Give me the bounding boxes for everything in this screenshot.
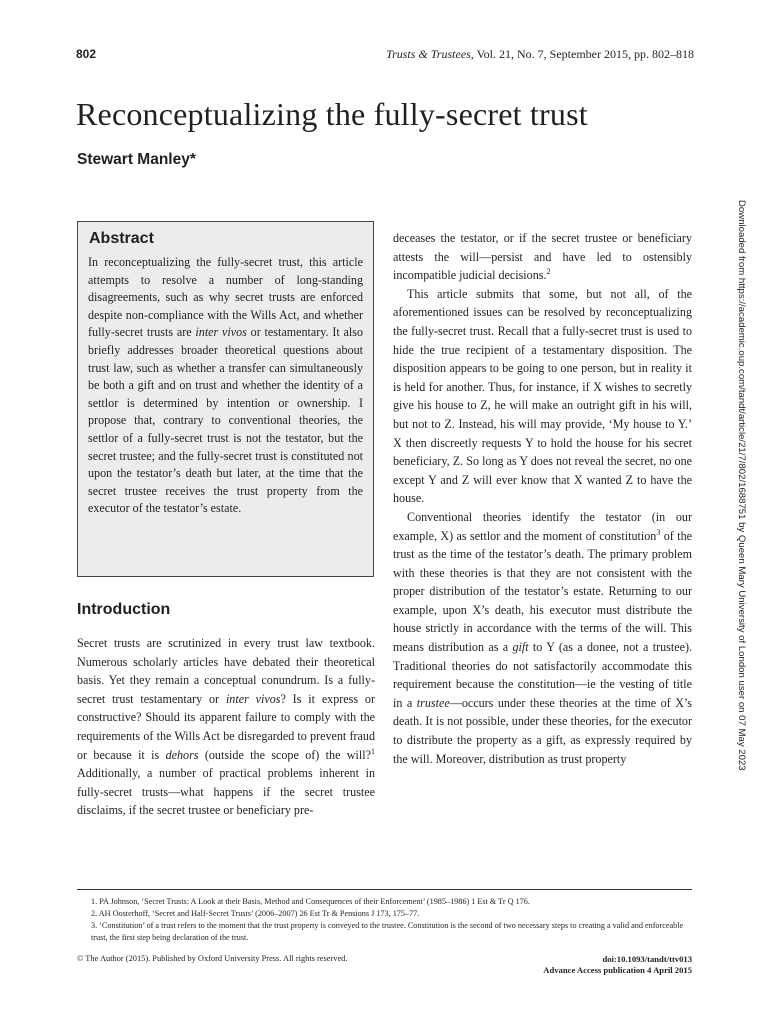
footnotes bbox=[77, 896, 692, 944]
body-text: to Y (as a donee, not a trustee). Traditional theories do not satisfactorily accommodate this requirement because the constitution—ie the vesting of title in a bbox=[393, 640, 692, 710]
footnote-1: 1. PA Johnson, ‘Secret Trusts: A Look at their Basis, Method and Consequences of their Enforcement’ (1985–1986) 1 Est & Tr Q 176. bbox=[91, 897, 530, 906]
section-heading-introduction: Introduction bbox=[77, 601, 171, 618]
page-number: 802 bbox=[76, 47, 97, 61]
body-text: of the trust as the time of the testator’s death. The primary problem with these theories is that they are not consistent with the proper distribution of the testator’s estate. Returning to our example, upon X’s death, his executor must distribute the house strictly in accordance with the terms of the will. This means distribution as a bbox=[393, 528, 692, 655]
footnote-ref-1[interactable]: 1 bbox=[371, 746, 375, 756]
journal-volume-info: , Vol. 21, No. 7, September 2015, pp. 802–818 bbox=[470, 47, 694, 61]
advance-access-date: Advance Access publication 4 April 2015 bbox=[543, 965, 692, 975]
footnote-2: 2. AH Oosterhoff, ‘Secret and Half-Secret Trusts’ (2006–2007) 26 Est Tr & Pensions J 173, 175–77. bbox=[91, 909, 420, 918]
body-text: deceases the testator, or if the secret trustee or beneficiary attests the will—persist and have led to ostensibly incompatible judicial decisions. bbox=[393, 231, 692, 283]
download-notice[interactable]: Downloaded from https://academic.oup.com/tandt/article/21/7/802/1688751 by Queen Mary University of London user on 07 May 2023 bbox=[736, 200, 747, 771]
body-text: ? Is it express or constructive? Should its apparent failure to comply with the requirements of the Wills Act be disregarded to prevent fraud or because it is bbox=[77, 691, 375, 762]
author-name: Stewart Manley* bbox=[77, 151, 196, 168]
body-text: Additionally, a number of practical problems inherent in fully-secret trusts—what happens if the secret trustee disclaims, if the secret trustee or beneficiary pre- bbox=[77, 766, 375, 818]
italic-term: gift bbox=[512, 640, 529, 655]
journal-citation bbox=[386, 47, 694, 62]
body-text: (outside the scope of) the will? bbox=[198, 747, 371, 762]
italic-term: dehors bbox=[165, 747, 199, 762]
journal-name: Trusts & Trustees bbox=[386, 47, 471, 61]
body-text: Secret trusts are scrutinized in every trust law textbook. Numerous scholarly articles have debated their theoretical basis. Yet they remain a conceptual conundrum. Is a fully-secret trust testamentary or bbox=[77, 636, 375, 706]
body-text: Conventional theories identify the testator (in our example, X) as settlor and the moment of constitution bbox=[393, 509, 692, 543]
abstract-text bbox=[88, 254, 363, 518]
footnote-divider bbox=[77, 889, 692, 890]
copyright-notice: © The Author (2015). Published by Oxford University Press. All rights reserved. bbox=[77, 954, 348, 963]
introduction-paragraph bbox=[77, 634, 375, 820]
doi-link[interactable]: doi:10.1093/tandt/ttv013 bbox=[602, 954, 692, 964]
right-column bbox=[393, 229, 692, 768]
abstract-italic-term: inter vivos bbox=[195, 325, 247, 340]
article-title: Reconceptualizing the fully-secret trust bbox=[76, 96, 588, 132]
abstract-text-part: or testamentary. It also briefly addresses broader theoretical questions about trust law, such as whether a transfer can simultaneously be both a gift and on trust and whether the identity of a settlor is determined by intention or ownership. I propose that, contrary to conventional theories, the settlor of a fully-secret trust is not the testator, but the secret trustee; and the fully-secret trust is constituted not upon the testator’s death but later, at the time that the secret trustee receives the trust property from the executor of the testator’s estate. bbox=[88, 325, 364, 516]
abstract-heading: Abstract bbox=[89, 230, 154, 247]
abstract-box bbox=[77, 221, 374, 577]
body-text: —occurs under these theories at the time of X’s death. It is not possible, under these theories, for the executor to distribute the property as a gift, as expressly required by the will. Moreover, distribution as trust property bbox=[393, 695, 692, 766]
italic-term: trustee bbox=[416, 695, 450, 710]
footnote-ref-3[interactable]: 3 bbox=[656, 527, 661, 537]
italic-term: inter vivos bbox=[225, 691, 281, 706]
continued-paragraph bbox=[393, 229, 692, 285]
footnote-ref-2[interactable]: 2 bbox=[546, 267, 551, 277]
abstract-text-part: In reconceptualizing the fully-secret trust, this article attempts to resolve a number of long-standing disagreements, such as why secret trusts are enforced despite non-compliance with the Wills Act, and whether fully-secret trusts are bbox=[88, 255, 363, 340]
doi-block bbox=[543, 954, 692, 976]
body-paragraph: This article submits that some, but not all, of the aforementioned issues can be resolved by reconceptualizing the fully-secret trust. Recall that a fully-secret trust is used to hide the true recipient of a testamentary disposition. The disposition appears to be going to one person, but in reality it is held for another. Thus, for instance, if X wishes to secretly give his house to Z, he will make an outright gift in his will, but not to Z. Instead, his will may provide, ‘My house to Y.’ X then discreetly requests Y to hold the house for his secret beneficiary, Z. So long as Y does not reveal the secret, no one except Y and Z will ever know that X wanted Z to have the house. bbox=[393, 286, 692, 506]
body-paragraph bbox=[393, 508, 692, 768]
footnote-3: 3. ‘Constitution’ of a trust refers to the moment that the trust property is conveyed to the trustee. Constitution is the second of two necessary steps to creating a valid and enforceable trust, the first step being declaration of the trust. bbox=[91, 921, 684, 942]
